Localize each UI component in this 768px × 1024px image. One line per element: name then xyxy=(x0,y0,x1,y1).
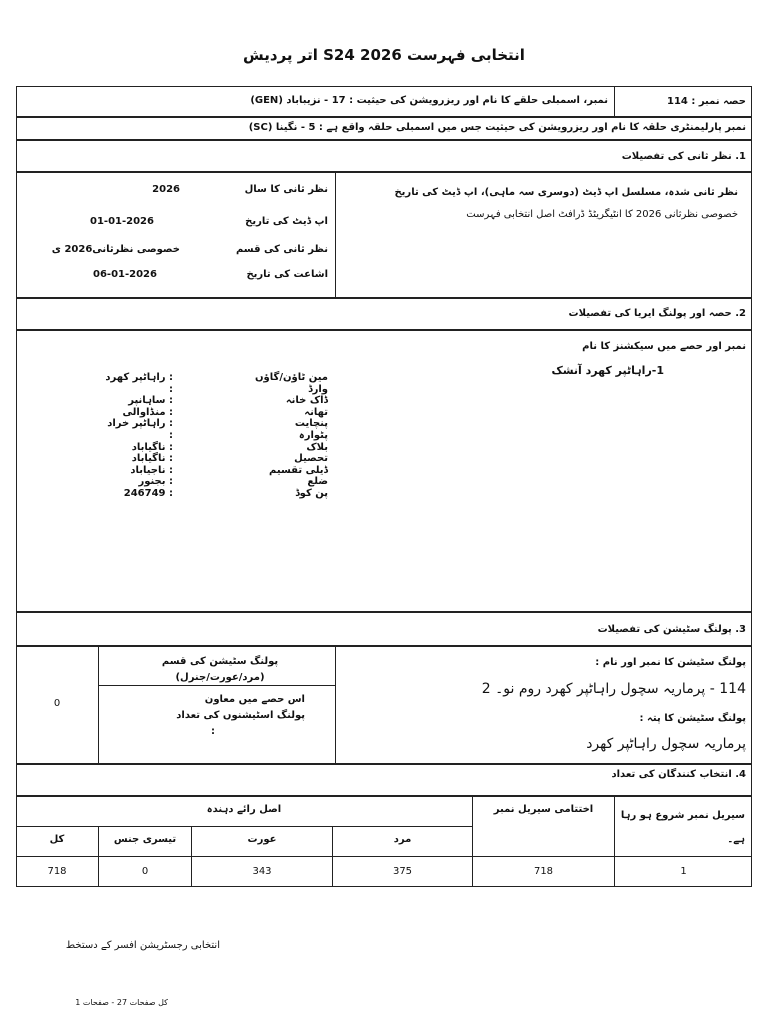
col-total: کل xyxy=(49,834,65,845)
ps-address-value: پرماریہ سچول راہاٹپر کھرد xyxy=(586,736,746,752)
area-value: : xyxy=(169,383,173,395)
val-start-serial: 1 xyxy=(680,866,687,877)
auxiliary-count: 0 xyxy=(53,698,61,709)
area-label: تحصیل xyxy=(294,453,328,465)
area-label: پٹوارہ xyxy=(298,429,328,441)
area-values xyxy=(63,372,173,500)
area-value: : راہاٹپر کھرد xyxy=(105,372,173,383)
col-start-serial: سیریل نمبر شروع ہو رہا ہے۔ xyxy=(620,810,745,845)
col-end-serial: اختتامی سیریل نمبر xyxy=(493,804,594,815)
area-labels xyxy=(238,372,328,500)
area-value: : ساہانپر xyxy=(128,395,173,407)
col-male: مرد xyxy=(393,834,412,845)
revision-type-value: خصوصی نظرثانی2026 ی xyxy=(51,244,180,255)
section1-heading: 1. نظر ثانی کی تفصیلات xyxy=(621,151,746,162)
update-date-value: 01-01-2026 xyxy=(90,216,154,227)
val-total: 718 xyxy=(47,866,67,877)
area-label: ڈیلی تقسیم xyxy=(269,464,328,476)
area-value: : ناگیاباد xyxy=(131,453,173,465)
section-item: 1-راہاٹپر کھرد آنشک xyxy=(551,364,664,377)
area-label: ضلع xyxy=(307,476,328,488)
ps-name-value: 114 - پرماریہ سچول راہاٹپر کھرد روم نو۔ 2 xyxy=(481,681,746,697)
val-female: 343 xyxy=(252,866,272,877)
area-label: تھانہ xyxy=(304,406,328,418)
publication-date-label: اشاعت کی تاریخ xyxy=(246,269,328,280)
area-label: ڈاک خانہ xyxy=(285,395,328,407)
revision-year-value: 2026 xyxy=(152,184,180,195)
section2-heading: 2. حصہ اور پولنگ ایریا کی تفصیلات xyxy=(568,308,746,319)
area-value: : ناجیاباد xyxy=(130,464,173,476)
area-label: وارڈ xyxy=(308,383,328,395)
auxiliary-stations: اس حصے میں معاون پولنگ اسٹیشنوں کی تعداد : xyxy=(176,694,305,737)
revision-year-label: نظر ثانی کا سال xyxy=(244,184,328,195)
parliament-constituency: نمبر پارلیمنٹری حلقہ کا نام اور ریزرویشن کی حیثیت جس میں اسمبلی حلقہ واقع ہے : 5 - نگینا (SC) xyxy=(248,122,746,133)
val-third-gender: 0 xyxy=(141,866,149,877)
section4-heading: 4. انتخاب کنندگان کی تعداد xyxy=(611,769,746,780)
area-value: : 246749 xyxy=(123,487,173,499)
section3-heading: 3. پولنگ سٹیشن کی تفصیلات xyxy=(597,624,746,635)
col-net-electors: اصل رائے دہندہ xyxy=(206,804,282,815)
assembly-constituency: نمبر، اسمبلی حلقے کا نام اور ریزرویشن کی حیثیت : 17 - نزیباباد (GEN) xyxy=(250,95,608,106)
col-third-gender: تیسری جنس xyxy=(113,834,177,845)
revision-type-label: نظر ثانی کی قسم xyxy=(235,244,328,255)
ps-address-label: پولنگ سٹیشن کا پتہ : xyxy=(639,713,746,724)
section2-subheading: نمبر اور حصے میں سیکشنز کا نام xyxy=(582,341,746,352)
area-value: : بجنور xyxy=(138,476,173,488)
update-date-label: اپ ڈیٹ کی تاریخ xyxy=(245,216,328,227)
revision-description: نظر ثانی شدہ، مسلسل اپ ڈیٹ (دوسری سہ ماہی)، اپ ڈیٹ کی تاریخ خصوصی نظرثانی 2026 کا انٹیگریٹڈ ڈرافٹ اصل انتخابی فہرست xyxy=(394,187,738,220)
area-label: پن کوڈ xyxy=(295,487,328,499)
ps-type: پولنگ سٹیشن کی قسم (مرد/عورت/جنرل) xyxy=(161,656,279,683)
col-female: عورت xyxy=(247,834,277,845)
signature-label: انتخابی رجسٹریشن افسر کے دستخط xyxy=(65,940,220,951)
page-count: کل صفحات 27 - صفحات 1 xyxy=(75,998,168,1007)
area-label: مین ٹاؤن/گاؤں xyxy=(255,372,328,383)
area-value: : منڈاوالی xyxy=(122,406,173,418)
area-value: : ناگیاباد xyxy=(131,441,173,453)
area-value: : xyxy=(169,429,173,441)
area-value: : راہاٹپر خراد xyxy=(107,418,173,430)
ps-name-label: پولنگ سٹیشن کا نمبر اور نام : xyxy=(595,657,746,668)
area-label: پنچایت xyxy=(294,418,328,430)
part-number: حصہ نمبر : 114 xyxy=(666,96,746,107)
publication-date-value: 06-01-2026 xyxy=(93,269,157,280)
val-end-serial: 718 xyxy=(533,866,554,877)
page-title: انتخابی فہرست 2026 S24 اتر پردیش xyxy=(243,46,525,64)
area-label: بلاک xyxy=(306,441,328,453)
val-male: 375 xyxy=(392,866,413,877)
